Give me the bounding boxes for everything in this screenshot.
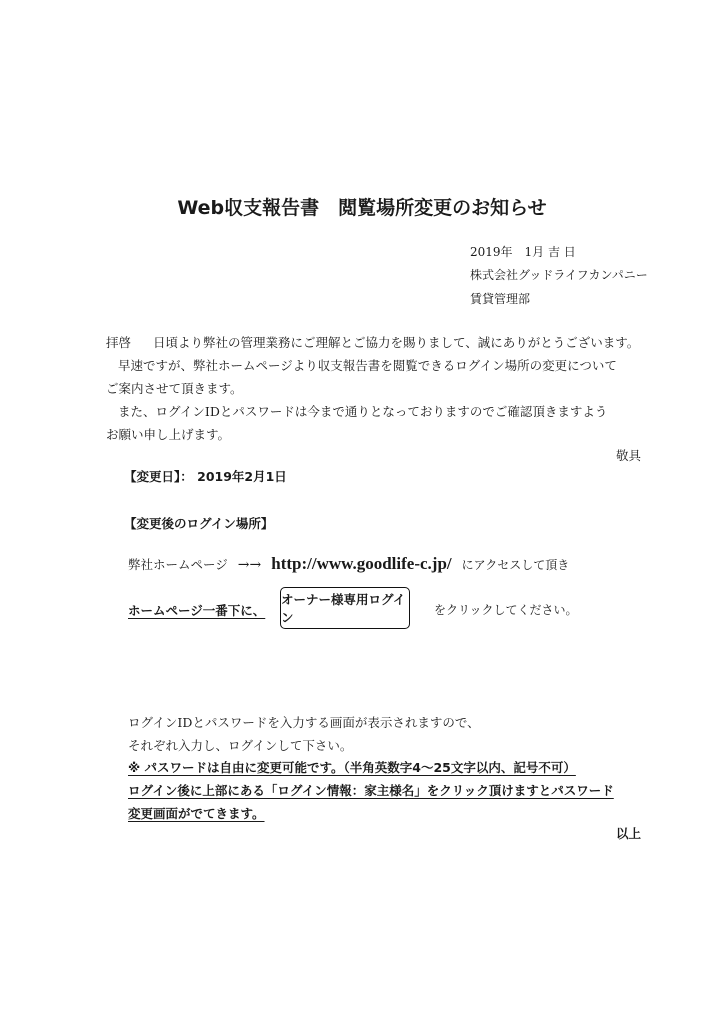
instruction-line-2: それぞれ入力し、ログインして下さい。 xyxy=(128,738,353,753)
password-note-3: 変更画面がでてきます。 xyxy=(128,806,265,821)
change-date-label: 【変更日】： xyxy=(124,469,193,484)
body-line-2: 早速ですが、弊社ホームページより収支報告書を閲覧できるログイン場所の変更について xyxy=(118,358,617,373)
password-note-1: ※ パスワードは自由に変更可能です。（半角英数字4～25文字以内、記号不可） xyxy=(128,760,576,775)
greeting-text: 日頃より弊社の管理業務にご理解とご協力を賜りまして、誠にありがとうございます。 xyxy=(153,335,640,350)
page-title: Web収支報告書 閲覧場所変更のお知らせ xyxy=(177,197,547,219)
access-suffix: にアクセスして頂き xyxy=(461,558,570,572)
instruction-line-1: ログインIDとパスワードを入力する画面が表示されますので、 xyxy=(128,715,480,730)
greeting-line xyxy=(106,333,639,351)
body-line-3: ご案内させて頂きます。 xyxy=(106,381,243,396)
closing-ijou: 以上 xyxy=(616,826,642,841)
body-line-5: お願い申し上げます。 xyxy=(106,427,231,442)
document-date: 2019年 1月 吉 日 xyxy=(470,245,576,259)
arrow-icon: →→ xyxy=(237,557,262,573)
change-date-value: 2019年2月1日 xyxy=(197,469,287,484)
company-name: 株式会社グッドライフカンパニー xyxy=(470,268,648,282)
homepage-label: 弊社ホームページ xyxy=(128,557,228,572)
homepage-url-link[interactable]: http://www.goodlife-c.jp/ xyxy=(271,554,452,573)
click-instruction: をクリックしてください。 xyxy=(434,603,578,617)
opening-haikei: 拝啓 xyxy=(106,335,132,350)
new-login-heading: 【変更後のログイン場所】 xyxy=(124,516,274,531)
body-line-4: また、ログインIDとパスワードは今まで通りとなっておりますのでご確認頂きますよう xyxy=(118,404,608,419)
homepage-line xyxy=(128,554,569,574)
change-date xyxy=(124,467,287,485)
closing-keigu: 敬具 xyxy=(616,448,642,463)
password-note-2: ログイン後に上部にある「ログイン情報：家主様名」をクリック頂けますとパスワード xyxy=(128,783,614,798)
homepage-bottom-label: ホームページ一番下に、 xyxy=(128,603,266,618)
owner-login-button[interactable]: オーナー様専用ログイン xyxy=(280,587,410,629)
department-name: 賃貸管理部 xyxy=(470,292,531,306)
